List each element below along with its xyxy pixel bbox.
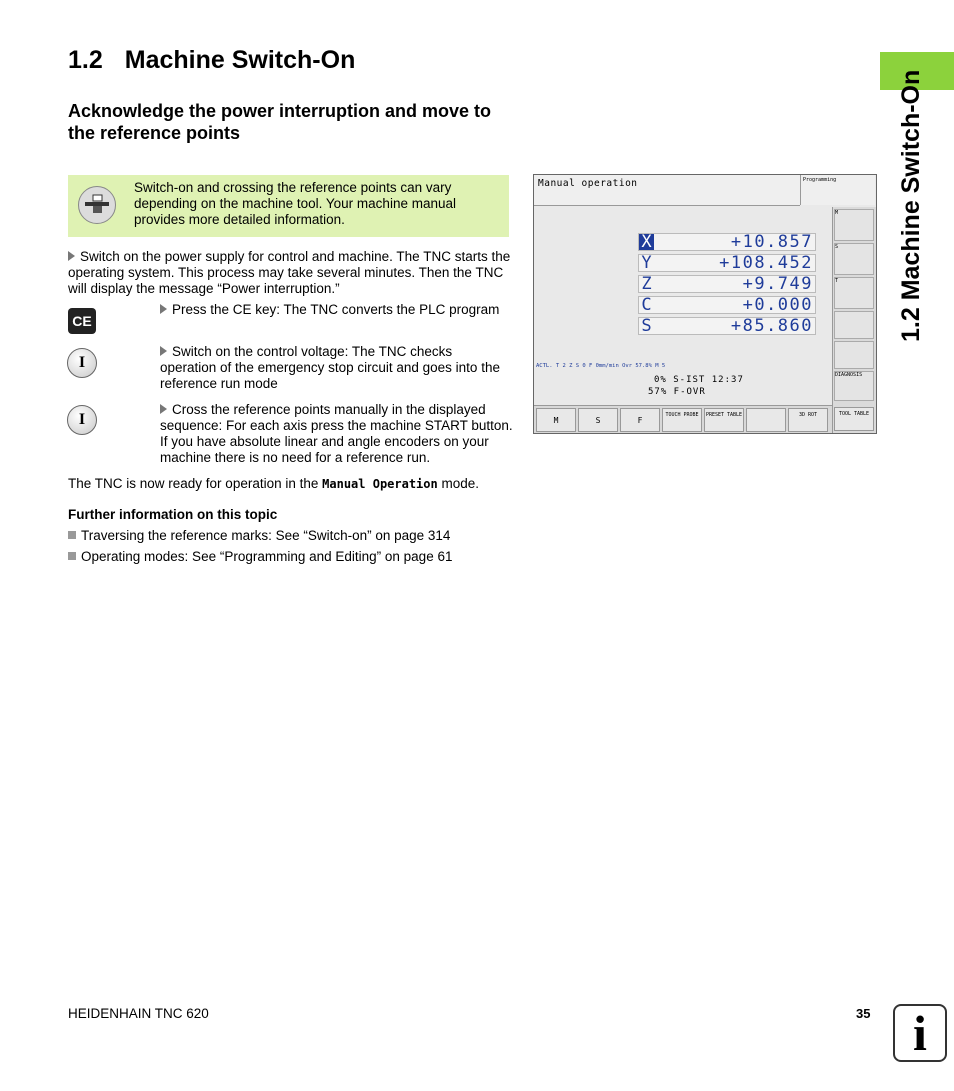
step-press-ce (160, 302, 510, 318)
chapter-number: 1.2 (68, 46, 103, 74)
tnc-diagnosis-button[interactable]: DIAGNOSIS (834, 371, 874, 401)
side-tab-title (897, 52, 927, 342)
axis-letter: X (639, 234, 654, 250)
tnc-axis-row (638, 296, 816, 314)
softkey-preset-table[interactable]: PRESET TABLE (704, 408, 744, 432)
step-control-voltage (160, 344, 510, 392)
ready-prefix: The TNC is now ready for operation in the (68, 476, 323, 491)
further-info-item (68, 549, 452, 564)
tnc-m-button[interactable]: M (834, 209, 874, 241)
axis-letter: Y (641, 253, 652, 273)
arrow-bullet-icon (68, 251, 75, 261)
softkey-blank[interactable] (746, 408, 786, 432)
tnc-axis-row (638, 233, 816, 251)
footer-product: HEIDENHAIN TNC 620 (68, 1006, 209, 1021)
tnc-mode-header (534, 175, 800, 206)
softkey-3d-rot[interactable]: 3D ROT (788, 408, 828, 432)
tnc-right-softkeys (832, 207, 877, 433)
axis-letter: C (641, 295, 652, 315)
step-power-on (68, 249, 513, 297)
ready-mode: Manual Operation (322, 477, 438, 491)
axis-value: +108.452 (719, 253, 813, 273)
axis-letter: S (641, 316, 652, 336)
page-number: 35 (856, 1006, 871, 1021)
arrow-bullet-icon (160, 304, 167, 314)
side-tab-text: 1.2 Machine Switch-On (897, 69, 925, 342)
tnc-axis-row (638, 275, 816, 293)
tnc-t-button[interactable]: T (834, 277, 874, 309)
tnc-axis-row (638, 317, 816, 335)
chapter-title-text: Machine Switch-On (124, 46, 356, 74)
tnc-status-line: ACTL. T 2 Z S 0 F 0mm/min Ovr 57.8% M 5 (536, 363, 666, 369)
ce-key-icon: CE (68, 308, 96, 334)
tnc-s-button[interactable]: S (834, 243, 874, 275)
square-bullet-icon (68, 531, 76, 539)
further-info-item (68, 528, 450, 543)
ready-text (68, 476, 479, 491)
softkey-tool-table[interactable]: TOOL TABLE (834, 407, 874, 431)
step-reference-points-text: Cross the reference points manually in the displayed sequence: For each axis press the machine START button. If you have absolute linear and angle encoders on your machine there is no need for a reference run. (160, 402, 513, 465)
step-power-on-text: Switch on the power supply for control and machine. The TNC starts the operating system. This process may take several minutes. Then the TNC will display the message “Power interruption.” (68, 249, 511, 296)
ready-suffix: mode. (437, 476, 480, 491)
softkey-s[interactable]: S (578, 408, 618, 432)
tnc-secondary-mode-text: Programming (803, 177, 837, 183)
softkey-f[interactable]: F (620, 408, 660, 432)
square-bullet-icon (68, 552, 76, 560)
control-voltage-key-icon: I (67, 348, 97, 378)
axis-letter: Z (641, 274, 652, 294)
softkey-touch-probe[interactable]: TOUCH PROBE (662, 408, 702, 432)
softkey-m[interactable]: M (536, 408, 576, 432)
note-text: Switch-on and crossing the reference points can vary depending on the machine tool. Your machine manual provides more detailed information. (134, 180, 456, 227)
axis-value: +9.749 (742, 274, 813, 294)
tnc-spindle-override: 0% S-IST 12:37 (654, 375, 744, 385)
tnc-blank-button-1[interactable] (834, 311, 874, 339)
tnc-secondary-mode (800, 175, 875, 205)
axis-value: +10.857 (730, 232, 813, 252)
tnc-mode-title: Manual operation (538, 178, 638, 189)
axis-value: +0.000 (742, 295, 813, 315)
further-info-link-operating-modes[interactable]: Operating modes: See “Programming and Editing” on page 61 (81, 549, 453, 564)
tnc-screen-screenshot (533, 174, 877, 434)
tnc-blank-button-2[interactable] (834, 341, 874, 369)
further-info-link-reference-marks[interactable]: Traversing the reference marks: See “Switch-on” on page 314 (81, 528, 451, 543)
info-icon: i (893, 1004, 947, 1062)
step-reference-points (160, 402, 515, 466)
tnc-axis-row (638, 254, 816, 272)
arrow-bullet-icon (160, 404, 167, 414)
tnc-softkey-bar (534, 405, 832, 434)
chapter-title (68, 46, 355, 75)
machine-manual-icon (78, 186, 116, 224)
axis-value: +85.860 (730, 316, 813, 336)
step-press-ce-text: Press the CE key: The TNC converts the PLC program (172, 302, 500, 317)
step-control-voltage-text: Switch on the control voltage: The TNC checks operation of the emergency stop circuit and goes into the reference run mode (160, 344, 500, 391)
further-info-title: Further information on this topic (68, 507, 278, 522)
tnc-feed-override: 57% F-OVR (648, 387, 706, 397)
section-title: Acknowledge the power interruption and move to the reference points (68, 101, 492, 143)
arrow-bullet-icon (160, 346, 167, 356)
machine-start-key-icon: I (67, 405, 97, 435)
